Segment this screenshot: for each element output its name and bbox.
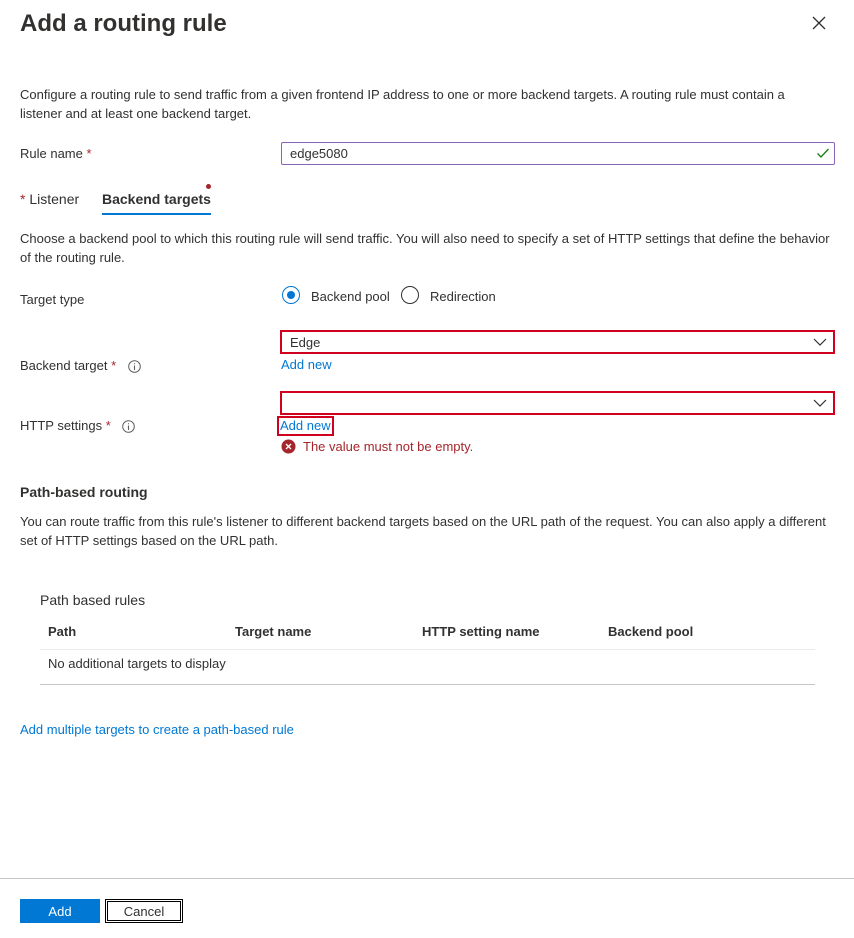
rule-name-input[interactable] xyxy=(281,142,835,165)
target-type-label: Target type xyxy=(20,292,85,307)
checkmark-icon xyxy=(816,146,830,160)
dialog-title: Add a routing rule xyxy=(20,10,227,37)
column-header-backend-pool[interactable]: Backend pool xyxy=(608,624,694,639)
column-header-target-name[interactable]: Target name xyxy=(235,624,312,639)
error-dot-icon xyxy=(206,184,211,189)
column-header-path[interactable]: Path xyxy=(48,624,77,639)
error-icon xyxy=(281,439,296,454)
backend-target-label-text: Backend target xyxy=(20,358,108,373)
required-mark: * xyxy=(86,146,92,161)
target-type-radio-group xyxy=(282,286,512,306)
footer-divider xyxy=(0,878,854,879)
rule-name-label-text: Rule name xyxy=(20,146,83,161)
required-mark: * xyxy=(105,418,111,433)
http-settings-dropdown[interactable] xyxy=(280,391,835,415)
radio-backend-pool-label[interactable]: Backend pool xyxy=(311,289,390,304)
backend-target-dropdown[interactable] xyxy=(280,330,835,354)
backend-description: Choose a backend pool to which this routing rule will send traffic. You will also need to specify a set of HTTP settings that define the behavior of the routing rule. xyxy=(20,231,830,265)
table-empty-message: No additional targets to display xyxy=(48,656,226,671)
backend-target-value: Edge xyxy=(290,335,321,350)
cancel-button[interactable]: Cancel xyxy=(105,899,183,923)
info-icon[interactable] xyxy=(128,360,141,373)
info-icon[interactable] xyxy=(122,420,135,433)
http-settings-label-text: HTTP settings xyxy=(20,418,103,433)
http-settings-add-new-link[interactable]: Add new xyxy=(277,416,334,436)
backend-target-add-new-link[interactable]: Add new xyxy=(281,357,332,372)
tab-backend-targets[interactable]: Backend targets xyxy=(102,189,211,215)
error-message: The value must not be empty. xyxy=(303,439,474,454)
add-button[interactable]: Add xyxy=(20,899,100,923)
path-routing-heading: Path-based routing xyxy=(20,484,148,500)
http-settings-label xyxy=(20,417,135,435)
tab-listener-label: Listener xyxy=(29,191,80,207)
close-icon[interactable] xyxy=(806,10,832,36)
table-divider xyxy=(40,649,815,650)
rule-name-value: edge5080 xyxy=(290,146,348,161)
tab-listener[interactable] xyxy=(20,189,79,209)
backend-target-label xyxy=(20,357,141,375)
add-multiple-targets-link[interactable]: Add multiple targets to create a path-based rule xyxy=(20,722,294,737)
dialog-description: Configure a routing rule to send traffic from a given frontend IP address to one or more backend targets. A routing rule must contain a listener and at least one backend target. xyxy=(20,87,785,121)
radio-redirection-label[interactable]: Redirection xyxy=(430,289,496,304)
column-header-http-setting-name[interactable]: HTTP setting name xyxy=(422,624,540,639)
path-based-rules-title: Path based rules xyxy=(40,592,146,608)
table-divider xyxy=(40,684,815,685)
chevron-down-icon xyxy=(813,337,827,347)
chevron-down-icon xyxy=(813,398,827,408)
radio-backend-pool[interactable] xyxy=(282,286,300,304)
radio-redirection[interactable] xyxy=(401,286,419,304)
path-routing-description: You can route traffic from this rule's listener to different backend targets based on the URL path of the request. You can also apply a different set of HTTP settings based on the URL path. xyxy=(20,514,826,548)
required-mark: * xyxy=(111,358,117,373)
required-mark: * xyxy=(20,191,26,207)
rule-name-label xyxy=(20,145,92,163)
